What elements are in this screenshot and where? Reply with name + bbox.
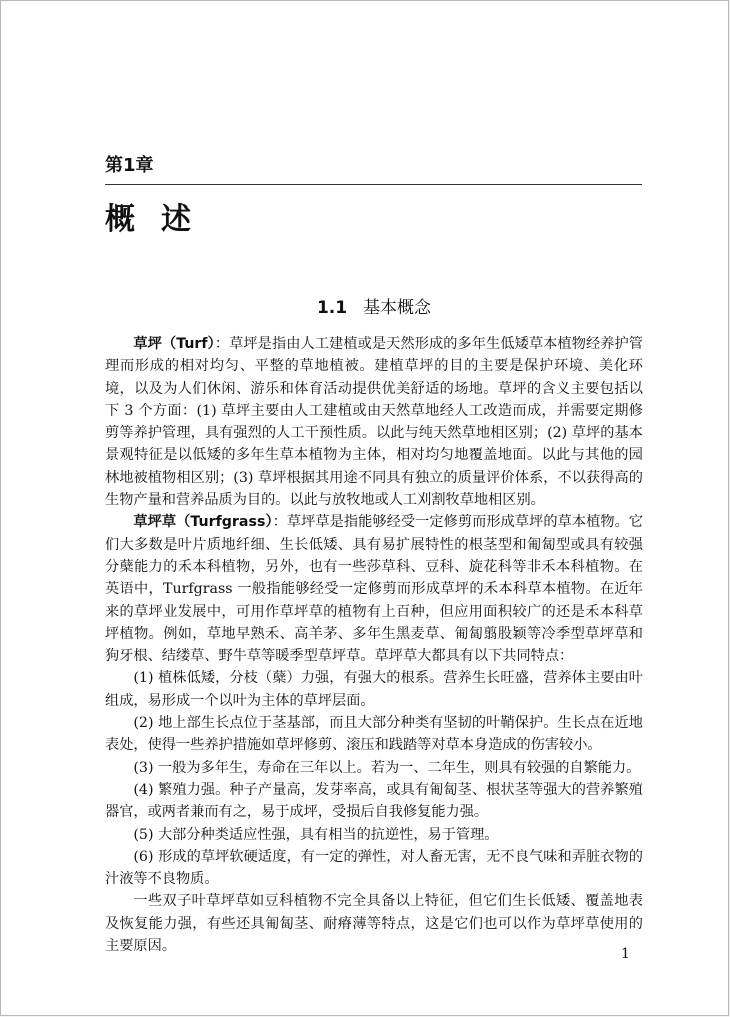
paragraph-turfgrass [105, 511, 643, 667]
section-heading [1, 293, 730, 318]
chapter-label: 第1章 [105, 155, 154, 176]
feature-item-2: (2) 地上部生长点位于茎基部，而且大部分种类有坚韧的叶鞘保护。生长点在近地表处，使得一些养护措施如草坪修剪、滚压和践踏等对草本身造成的伤害较小。 [105, 715, 643, 754]
feature-item-3: (3) 一般为多年生，寿命在三年以上。若为一、二年生，则具有较强的自繁能力。 [133, 759, 641, 776]
paragraph-turf [105, 333, 643, 511]
paragraph-text: ：草坪草是指能够经受一定修剪而形成草坪的草本植物。它们大多数是叶片质地纤细、生长低矮、具有易扩展特性的根茎型和匍匐型或具有较强分蘖能力的禾本科植物，另外，也有一些莎草科、豆科、旋花科等非禾本科植物。在英语中，Turfgrass 一般指能够经受一定修剪而形成草坪的禾本科草本植物。在近年来的草坪业发展中，可用作草坪草的植物有上百种，但应用面积较广的还是禾本科草坪植物。例如，草地早熟禾、高羊茅、多年生黑麦草、匍匐翦股颖等冷季型草坪草和狗牙根、结缕草、野牛草等暖季型草坪草。草坪草大都具有以下共同特点： [105, 514, 643, 665]
paragraph-dicot-note: 一些双子叶草坪草如豆科植物不完全具备以上特征，但它们生长低矮、覆盖地表及恢复能力强，有些还具匍匐茎、耐瘠薄等特点，这是它们也可以作为草坪草使用的主要原因。 [105, 893, 643, 955]
paragraph-text: ：草坪是指由人工建植或是天然形成的多年生低矮草本植物经养护管理而形成的相对均匀、平整的草地植被。建植草坪的目的主要是保护环境、美化环境，以及为人们休闲、游乐和体育活动提供优美舒适的场地。草坪的含义主要包括以下 3 个方面：(1) 草坪主要由人工建植或由天然草地经人工改造而成，并需要定期修剪等养护管理，具有强烈的人工干预性质。以此与纯天然草地相区别；(2) 草坪的基本景观特征是以低矮的多年生草本植物为主体，相对均匀地覆盖地面。以此与其他的园林地被植物相区别；(3) 草坪根据其用途不同具有独立的质量评价体系，不以获得高的生物产量和营养品质为目的。以此与放牧地或人工刈割牧草地相区别。 [105, 336, 643, 509]
page-number: 1 [621, 946, 630, 962]
feature-item-1: (1) 植株低矮，分枝（蘖）力强，有强大的根系。营养生长旺盛，营养体主要由叶组成，易形成一个以叶为主体的草坪层面。 [105, 670, 643, 709]
section-number: 1.1 [316, 298, 348, 318]
feature-item-5: (5) 大部分种类适应性强，具有相当的抗逆性，易于管理。 [133, 826, 499, 843]
term-turfgrass: 草坪草（Turfgrass） [133, 514, 273, 531]
chapter-title: 概述 [105, 202, 217, 237]
term-turf: 草坪（Turf） [133, 336, 215, 352]
chapter-divider [105, 184, 642, 185]
feature-item-4: (4) 繁殖力强。种子产量高，发芽率高，或具有匍匐茎、根状茎等强大的营养繁殖器官，或两者兼而有之，易于成坪，受损后自我修复能力强。 [105, 781, 643, 821]
body-text [105, 333, 643, 957]
section-title: 基本概念 [363, 298, 432, 318]
feature-item-6: (6) 形成的草坪软硬适度，有一定的弹性，对人畜无害，无不良气味和弄脏衣物的汁液等不良物质。 [105, 848, 643, 888]
